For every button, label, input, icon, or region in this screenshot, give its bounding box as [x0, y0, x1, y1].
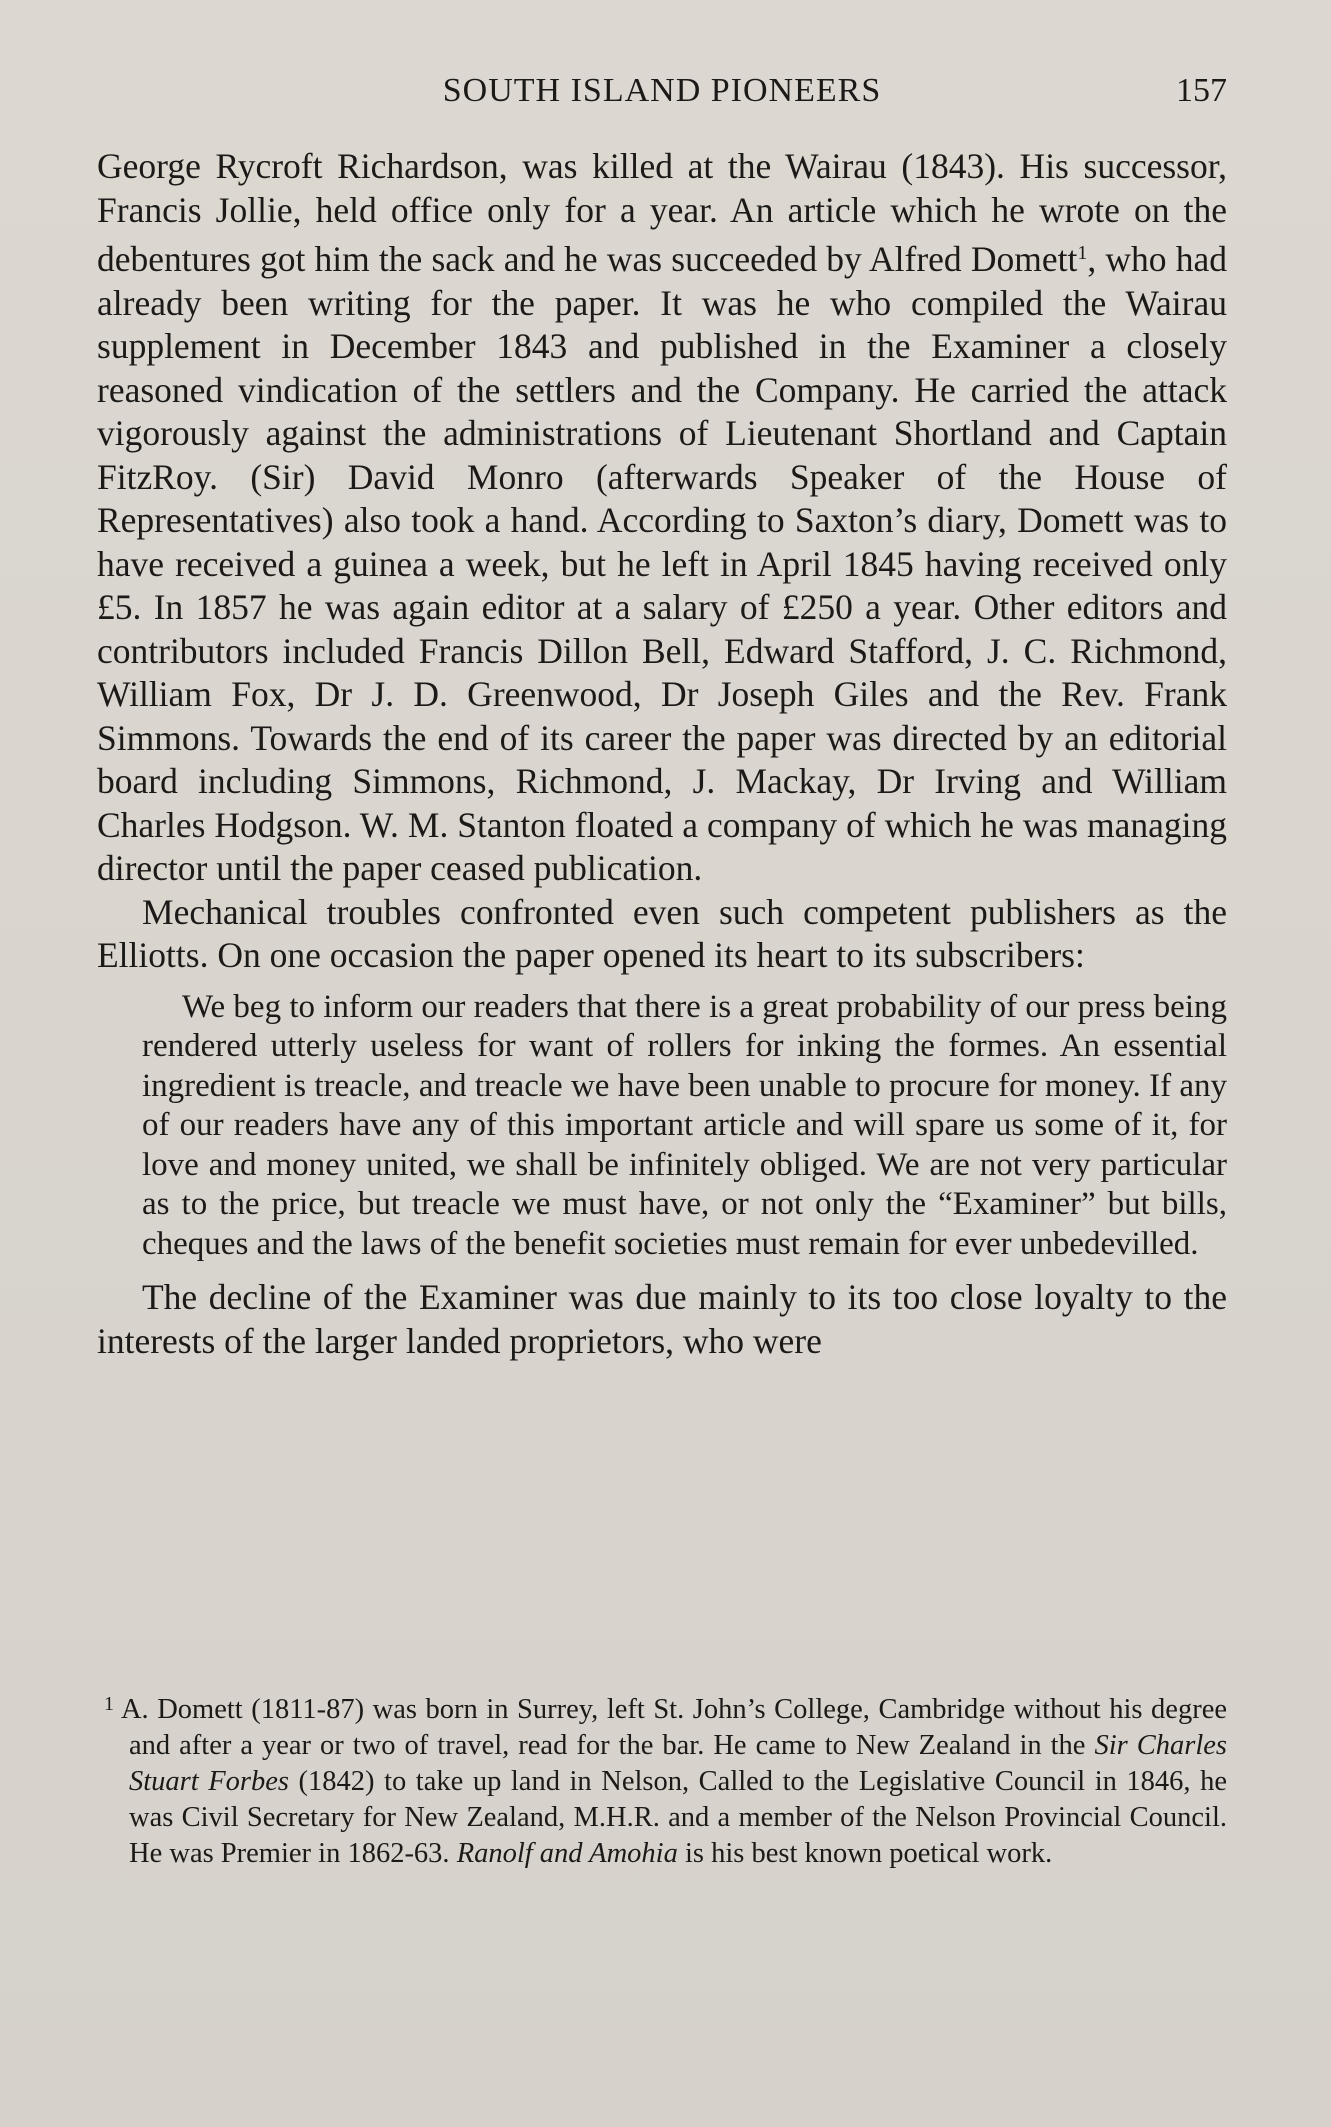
- footnote-text-a: A. Domett (1811-87) was born in Surrey, left St. John’s College, Cambridge without his degree and after a year or two of travel, read for the bar. He came to New Zealand in the: [114, 1694, 1227, 1761]
- paragraph-2: Mechanical troubles confronted even such competent publishers as the Elliotts. On one occasion the paper opened its heart to its subscribers:: [97, 891, 1227, 975]
- footnote-marker: 1: [104, 1693, 114, 1715]
- paragraph-1: [97, 145, 1227, 891]
- footnote-text-b: (1842) to take up land in Nelson, Called to the Legislative Council in 1846, he was Civil Secretary for New Zealand, M.H.R. and a member of the Nelson Provincial Council. He was Premier in 1862-63.: [129, 1766, 1227, 1869]
- paragraph-1-text-b: , who had already been writing for the paper. It was he who compiled the Wairau supplement in December 1843 and published in the Examiner a closely reasoned vindication of the settlers and the Company. He carried the attack vigorously against the administrations of Lieutenant Shortland and Captain FitzRoy. (Sir) David Monro (afterwards Speaker of the House of Representatives) also took a hand. According to Saxton’s diary, Domett was to have received a guinea a week, but he left in April 1845 having received only £5. In 1857 he was again editor at a salary of £250 a year. Other editors and contributors included Francis Dillon Bell, Edward Stafford, J. C. Richmond, William Fox, Dr J. D. Greenwood, Dr Joseph Giles and the Rev. Frank Simmons. Towards the end of its career the paper was directed by an editorial board including Simmons, Richmond, J. Mackay, Dr Irving and William Charles Hodgson. W. M. Stanton floated a company of which he was managing director until the paper ceased publication.: [97, 239, 1227, 888]
- page-header: [97, 72, 1227, 116]
- footnote: [104, 1686, 1227, 1872]
- paragraph-3: The decline of the Examiner was due mainly to its too close loyalty to the interests of the larger landed proprietors, who were: [97, 1277, 1227, 1361]
- footnote-text-c: is his best known poetical work.: [677, 1838, 1053, 1869]
- running-title: SOUTH ISLAND PIONEERS: [442, 72, 882, 109]
- footnote-ship-name: Sir Charles Stuart Forbes: [129, 1730, 1227, 1797]
- page-number: 157: [1176, 72, 1227, 109]
- footnote-reference: 1: [1077, 242, 1088, 264]
- paragraph-1-text-a: George Rycroft Richardson, was killed at the Wairau (1843). His successor, Francis Jollie, held office only for a year. An article which he wrote on the debentures got him the sack and he was succeeded by Alfred Domett: [97, 146, 1227, 279]
- body-text: [97, 145, 1227, 1363]
- block-quote: We beg to inform our readers that there is a great probability of our press being rendered utterly useless for want of rollers for inking the formes. An essential ingredient is treacle, and treacle we have been unable to procure for money. If any of our readers have any of this important article and will spare us some of it, for love and money united, we shall be infinitely obliged. We are not very particular as to the price, but treacle we must have, or not only the “Examiner” but bills, cheques and the laws of the benefit societies must remain for ever unbedevilled.: [142, 988, 1227, 1262]
- footnote-work-title: Ranolf and Amohia: [456, 1838, 678, 1869]
